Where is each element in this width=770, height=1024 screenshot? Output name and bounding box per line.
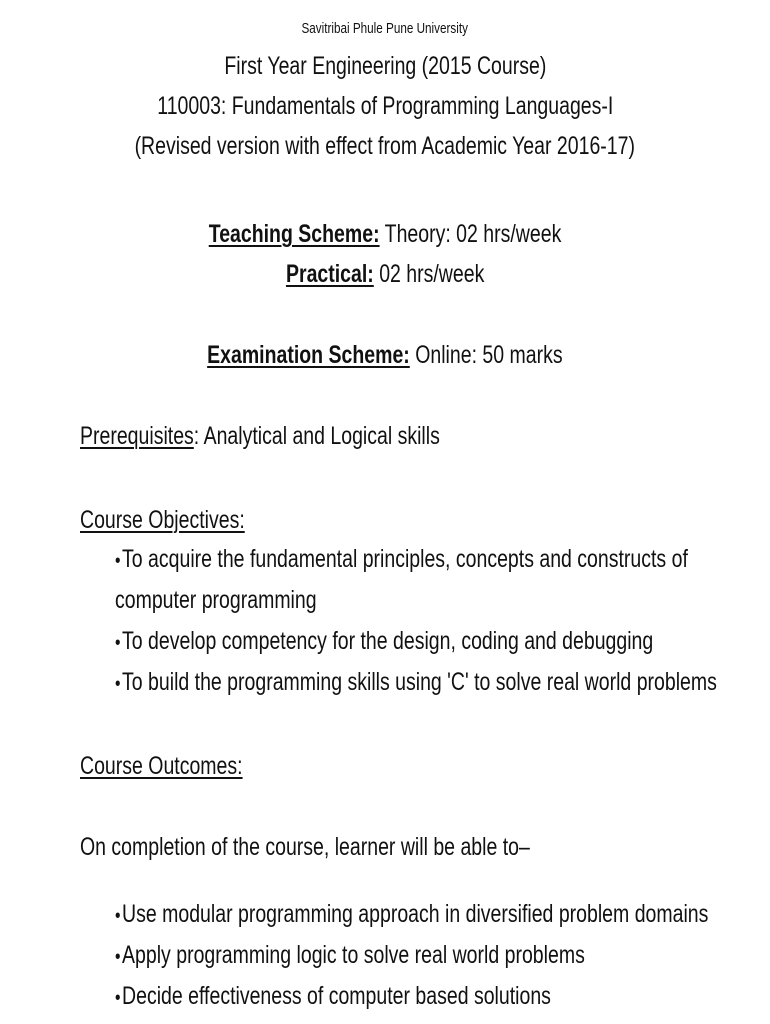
- bullet-icon: •: [115, 905, 121, 927]
- practical-value: 02 hrs/week: [379, 260, 485, 288]
- outcome-item: •Decide effectiveness of computer based solutions: [115, 982, 551, 1010]
- objective-item: •To develop competency for the design, coding and debugging: [115, 627, 654, 655]
- revision-note: (Revised version with effect from Academic Year 2016-17): [134, 132, 636, 160]
- bullet-icon: •: [115, 673, 121, 695]
- examination-scheme-label: Examination Scheme:: [207, 341, 410, 369]
- teaching-scheme-label: Teaching Scheme:: [208, 220, 380, 248]
- bullet-icon: •: [115, 632, 121, 654]
- prerequisites-label: Prerequisites: [80, 422, 194, 450]
- bullet-icon: •: [115, 987, 121, 1009]
- examination-scheme-line: [0, 341, 770, 370]
- outcome-item: •Use modular programming approach in diversified problem domains: [115, 900, 709, 928]
- bullet-icon: •: [115, 946, 121, 968]
- course-title: First Year Engineering (2015 Course): [224, 52, 546, 80]
- teaching-scheme-line: [0, 220, 770, 249]
- course-objectives-list: [115, 545, 770, 709]
- prerequisites-value: : Analytical and Logical skills: [193, 422, 440, 450]
- course-outcomes-heading: Course Outcomes:: [80, 752, 243, 780]
- objective-item-continuation: computer programming: [115, 586, 317, 614]
- practical-label: Practical:: [285, 260, 374, 288]
- bullet-icon: •: [115, 550, 121, 572]
- practical-scheme-line: [0, 260, 770, 289]
- course-outcomes-intro: On completion of the course, learner will be able to–: [80, 833, 530, 861]
- examination-scheme-value: Online: 50 marks: [415, 341, 563, 369]
- course-outcomes-list: [115, 900, 770, 1023]
- outcome-item: •Apply programming logic to solve real world problems: [115, 941, 585, 969]
- university-name: Savitribai Phule Pune University: [301, 20, 469, 37]
- prerequisites-line: [80, 422, 541, 451]
- subject-title: 110003: Fundamentals of Programming Languages-I: [156, 92, 614, 120]
- teaching-theory-value: Theory: 02 hrs/week: [384, 220, 562, 248]
- course-objectives-heading: Course Objectives:: [80, 506, 245, 534]
- objective-item: •To acquire the fundamental principles, concepts and constructs of: [115, 545, 688, 573]
- objective-item: •To build the programming skills using 'C' to solve real world problems: [115, 668, 717, 696]
